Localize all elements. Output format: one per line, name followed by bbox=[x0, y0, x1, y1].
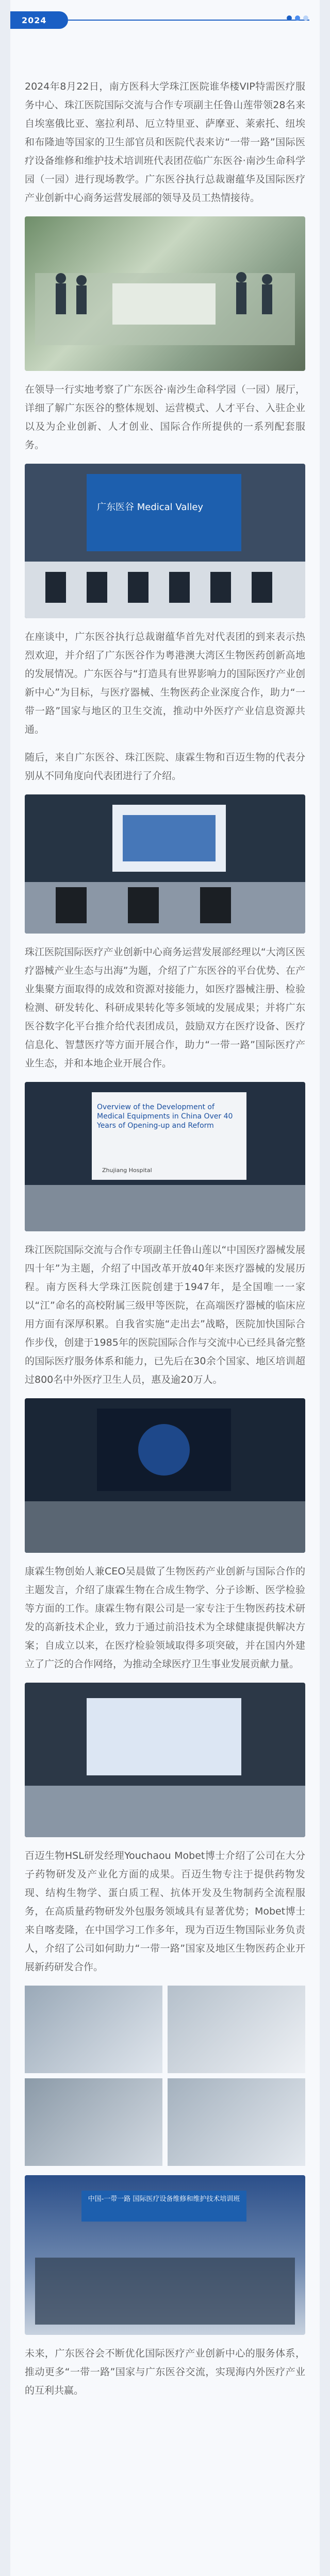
year-text: 2024 bbox=[22, 15, 47, 25]
slide-subtitle: Zhujiang Hospital bbox=[102, 1167, 152, 1174]
photo-seminar bbox=[25, 464, 305, 618]
banner-text: 中国-一带一路 国际医疗设备维修和维护技术培训班 bbox=[88, 2195, 240, 2203]
paragraph-introductions: 随后，来自广东医谷、珠江医院、康霖生物和百迈生物的代表分别从不同角度向代表团进行了介绍。 bbox=[25, 752, 305, 782]
photo-presentation-1 bbox=[25, 794, 305, 934]
decor-dots bbox=[287, 15, 308, 21]
presentation2-illustration bbox=[25, 1082, 305, 1231]
photo-grid-2 bbox=[168, 1986, 305, 2073]
presentation-illustration bbox=[25, 794, 305, 934]
photo-presentation-2 bbox=[25, 1082, 305, 1231]
photo-grid-3 bbox=[25, 2078, 162, 2166]
photo-group-visit bbox=[25, 216, 305, 371]
year-badge bbox=[10, 11, 68, 29]
paragraph-history: 珠江医院国际交流与合作专项副主任鲁山莲以“中国医疗器械发展四十年”为主题，介绍了中国改革开放40年来医疗器械的发展历程。南方医科大学珠江医院创建于1947年，是全国唯一一家以“江”命名的高校附属三级甲等医院，在高端医疗器械的临床应用方面有深厚积累。自我省实施“走出去”战略，医院加快国际合作步伐，创建于1985年的医院国际合作与交流中心已经具备完整的国际医疗服务体系和能力，已先后在30余个国家、地区培训超过800名中外医疗卫生人员，惠及逾20万人。 bbox=[25, 1244, 305, 1385]
paragraph-future: 未来，广东医谷会不断优化国际医疗产业创新中心的服务体系，推动更多“一带一路”国家与广东医谷交流，实现海内外医疗产业的互利共赢。 bbox=[25, 2348, 305, 2396]
paragraph-intro: 2024年8月22日，南方医科大学珠江医院谁华楼VIP特需医疗服务中心、珠江医院国际交流与合作专项副主任鲁山莲带领28名来自埃塞俄比亚、塞拉利昂、厄立特里亚、萨摩亚、莱索托、纽埃和布隆迪等国家的卫生部官员和医院代表来访“一带一路”国际医疗设备维修和维护技术培训班代表团莅临广东医谷·南沙生命科学园（一园）进行现场教学。广东医谷执行总裁谢蕴华及国际医疗产业创新中心商务运营发展部的领导及员工热情接待。 bbox=[25, 81, 305, 204]
seminar-illustration bbox=[25, 464, 305, 618]
presentation3-illustration bbox=[25, 1398, 305, 1553]
photo-presentation-3 bbox=[25, 1398, 305, 1553]
header-divider bbox=[68, 20, 309, 21]
photo-grid-4 bbox=[168, 2078, 305, 2166]
paragraph-baimai: 百迈生物HSL研发经理Youchaou Mobet博士介绍了公司在大分子药物研发及产业化方面的成果。百迈生物专注于提供药物发现、结构生物学、蛋白质工程、抗体开发及生物制药全流程服务，在高质量药物研发外包服务领域具有显著优势；Mobet博士来自喀麦隆，在中国学习工作多年，现为百迈生物国际业务负责人，介绍了公司如何助力“一带一路”国家及地区生物医药企业开展新药研发合作。 bbox=[25, 1850, 305, 1973]
slide-title: Overview of the Development of Medical Equipments in China Over 40 Years of Opening-up and Reform bbox=[97, 1103, 233, 1130]
paragraph-tour: 在领导一行实地考察了广东医谷·南沙生命科学园（一园）展厅，详细了解广东医谷的整体规划、运营模式、人才平台、入驻企业以及为企业创新、人才创业、国际合作所提供的一系列配套服务。 bbox=[25, 384, 305, 451]
photo-group-final bbox=[25, 2175, 305, 2335]
group-photo-illustration bbox=[25, 2175, 305, 2335]
photo-presentation-4 bbox=[25, 1683, 305, 1837]
photo-grid bbox=[25, 1986, 305, 2166]
paragraph-manager: 珠江医院国际医疗产业创新中心商务运营发展部经理以“大湾区医疗器械产业生态与出海”为题，介绍了广东医谷的平台优势、在产业集聚方面取得的成效和资源对接能力，如医疗器械注册、检验检测、研发转化、科研成果转化等多领域的发展成果；并将广东医谷数字化平台推介给代表团成员，鼓励双方在医疗设备、医疗信息化、智慧医疗等方面开展合作，助力“一带一路”国际医疗产业生态，并和本地企业开展合作。 bbox=[25, 946, 305, 1069]
presentation4-illustration bbox=[25, 1683, 305, 1837]
slide-text: 广东医谷 Medical Valley bbox=[97, 502, 204, 513]
article-page bbox=[10, 0, 320, 2576]
photo-grid-1 bbox=[25, 1986, 162, 2073]
photo-illustration bbox=[25, 216, 305, 371]
paragraph-welcome: 在座谈中，广东医谷执行总裁谢蕴华首先对代表团的到来表示热烈欢迎，并介绍了广东医谷作为粤港澳大湾区生物医药创新高地的发展情况。广东医谷与“打造具有世界影响力的国际医疗产业创新中心”为目标，与医疗器械、生物医药企业深度合作，助力“一带一路”国家与地区的卫生交流，推动中外医疗产业信息资源共通。 bbox=[25, 631, 305, 735]
paragraph-kanglin: 康霖生物创始人兼CEO吴晨做了生物医药产业创新与国际合作的主题发言，介绍了康霖生物在合成生物学、分子诊断、医学检验等方面的工作。康霖生物有限公司是一家专注于生物医药技术研发的高新技术企业，致力于通过前沿技术为全球健康提供解决方案；自成立以来，在医疗检验领域取得多项突破，并在国内外建立了广泛的合作网络，为推动全球医疗卫生事业发展贡献力量。 bbox=[25, 1566, 305, 1670]
article-header bbox=[10, 0, 320, 77]
